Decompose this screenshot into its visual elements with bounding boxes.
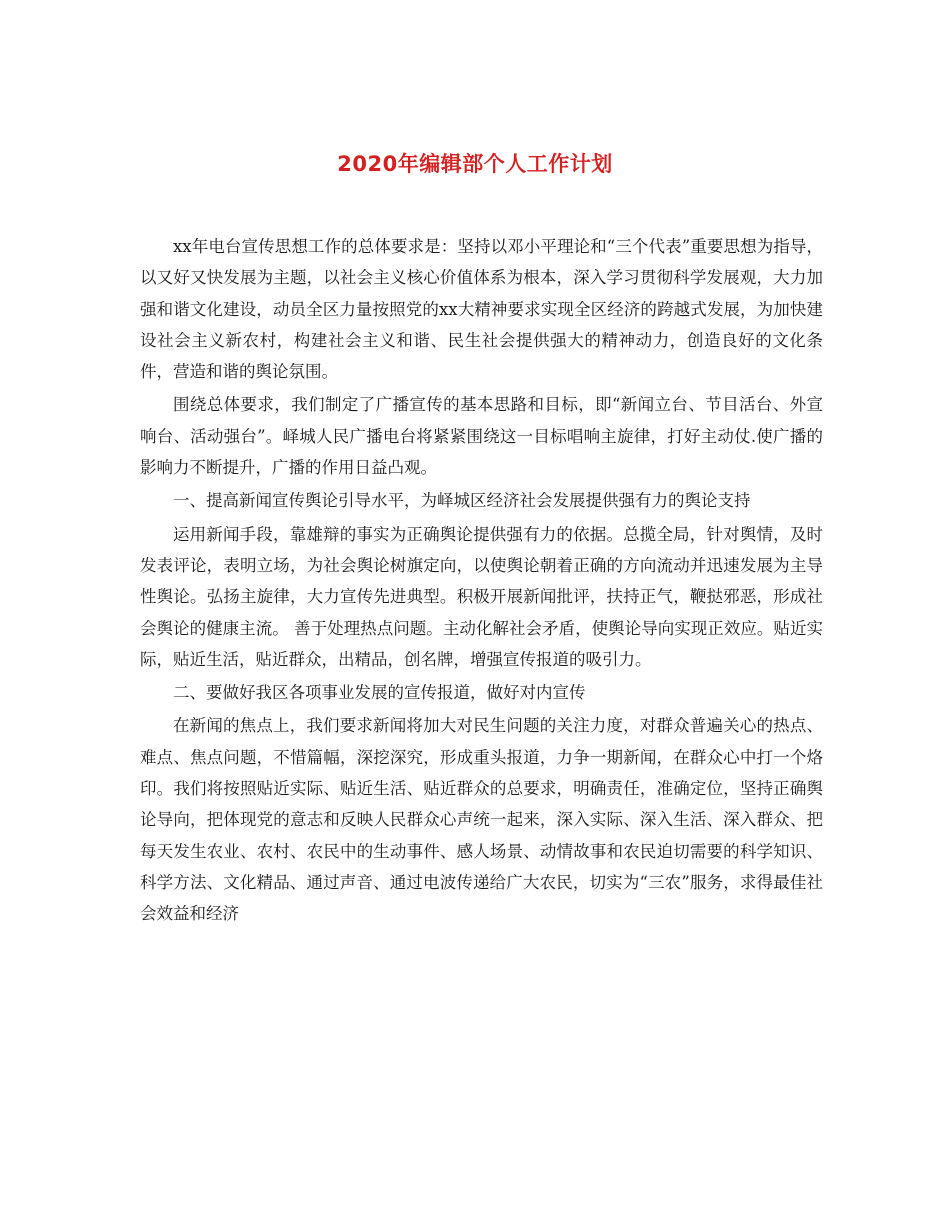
paragraph-intro: xx年电台宣传思想工作的总体要求是：坚持以邓小平理论和“三个代表”重要思想为指导，以又好又快发展为主题，以社会主义核心价值体系为根本，深入学习贯彻科学发展观，大力加强和谐文化建设，动员全区力量按照党的xx大精神要求实现全区经济的跨越式发展，为加快建设社会主义新农村，构建社会主义和谐、民生社会提供强大的精神动力，创造良好的文化条件，营造和谐的舆论氛围。 <box>140 237 823 382</box>
section-heading-2: 二、要做好我区各项事业发展的宣传报道，做好对内宣传 <box>173 683 586 703</box>
document-body <box>140 231 823 932</box>
paragraph-section-1: 运用新闻手段，靠雄辩的事实为正确舆论提供强有力的依据。总揽全局，针对舆情，及时发表评论，表明立场，为社会舆论树旗定向，以使舆论朝着正确的方向流动并迅速发展为主导性舆论。弘扬主旋律，大力宣传先进典型。积极开展新闻批评，扶持正气，鞭挞邪恶，形成社会舆论的健康主流。 善于处理热点问题。主动化解社会矛盾，使舆论导向实现正效应。贴近实际，贴近生活，贴近群众，出精品，创名牌，增强宣传报道的吸引力。 <box>140 524 823 669</box>
paragraph-section-2: 在新闻的焦点上，我们要求新闻将加大对民生问题的关注力度，对群众普遍关心的热点、难点、焦点问题，不惜篇幅，深挖深究，形成重头报道，力争一期新闻，在群众心中打一个烙印。我们将按照贴近实际、贴近生活、贴近群众的总要求，明确责任，准确定位，坚持正确舆论导向，把体现党的意志和反映人民群众心声统一起来，深入实际、深入生活、深入群众、把每天发生农业、农村、农民中的生动事件、感人场景、动情故事和农民迫切需要的科学知识、科学方法、文化精品、通过声音、通过电波传递给广大农民，切实为“三农”服务，求得最佳社会效益和经济 <box>140 716 823 924</box>
page-title: 2020年编辑部个人工作计划 <box>337 152 613 176</box>
paragraph-goals: 围绕总体要求，我们制定了广播宣传的基本思路和目标，即“新闻立台、节目活台、外宣响台、活动强台”。峄城人民广播电台将紧紧围绕这一目标唱响主旋律，打好主动仗.使广播的影响力不断提升，广播的作用日益凸观。 <box>140 395 823 478</box>
section-heading-1: 一、提高新闻宣传舆论引导水平，为峄城区经济社会发展提供强有力的舆论支持 <box>173 491 751 511</box>
